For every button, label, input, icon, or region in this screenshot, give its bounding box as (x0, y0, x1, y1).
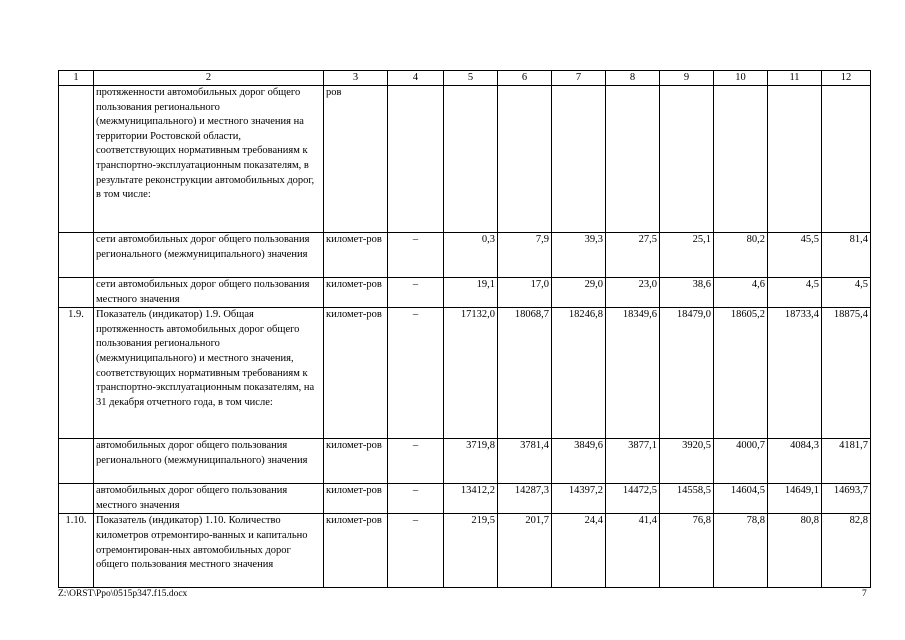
table-row (59, 514, 871, 588)
dash-cell: – (388, 308, 444, 439)
indicator-name: автомобильных дорог общего пользования местного значения (94, 484, 324, 514)
value-cell: 13412,2 (444, 484, 498, 514)
column-header: 12 (822, 71, 871, 86)
value-cell: 4,5 (768, 278, 822, 308)
value-cell: 80,2 (714, 233, 768, 278)
value-cell: 3719,8 (444, 439, 498, 484)
indicator-name: протяженности автомобильных дорог общего пользования регионального (межмуниципального) и местного значения на территории Ростовской области, соответствующих нормативным требованиям к транспортно-эксплуатационным показателям, в результате реконструкции автомобильных дорог, в том числе: (94, 86, 324, 233)
value-cell: 4181,7 (822, 439, 871, 484)
row-number (59, 233, 94, 278)
value-cell: 76,8 (660, 514, 714, 588)
value-cell (552, 86, 606, 233)
page-number: 7 (862, 589, 867, 599)
column-header: 9 (660, 71, 714, 86)
unit-cell: ров (324, 86, 388, 233)
value-cell: 78,8 (714, 514, 768, 588)
table-row (59, 233, 871, 278)
value-cell: 39,3 (552, 233, 606, 278)
column-header: 4 (388, 71, 444, 86)
dash-cell: – (388, 278, 444, 308)
dash-cell: – (388, 233, 444, 278)
column-header: 5 (444, 71, 498, 86)
value-cell (660, 86, 714, 233)
row-number (59, 484, 94, 514)
unit-cell: километ-ров (324, 484, 388, 514)
value-cell: 18875,4 (822, 308, 871, 439)
value-cell: 18068,7 (498, 308, 552, 439)
table-row (59, 484, 871, 514)
value-cell: 18733,4 (768, 308, 822, 439)
value-cell: 201,7 (498, 514, 552, 588)
column-header: 10 (714, 71, 768, 86)
value-cell: 17132,0 (444, 308, 498, 439)
value-cell: 4000,7 (714, 439, 768, 484)
value-cell (444, 86, 498, 233)
value-cell: 3781,4 (498, 439, 552, 484)
column-header: 1 (59, 71, 94, 86)
value-cell: 4084,3 (768, 439, 822, 484)
indicator-name: сети автомобильных дорог общего пользования регионального (межмуниципального) значения (94, 233, 324, 278)
indicator-name: Показатель (индикатор) 1.9. Общая протяженность автомобильных дорог общего пользования регионального (межмуниципального) и местного значения, соответствующих нормативным требованиям к транспортно-эксплуатационным показателям, на 31 декабря отчетного года, в том числе: (94, 308, 324, 439)
value-cell: 18246,8 (552, 308, 606, 439)
value-cell: 27,5 (606, 233, 660, 278)
unit-cell: километ-ров (324, 233, 388, 278)
value-cell: 7,9 (498, 233, 552, 278)
value-cell: 14558,5 (660, 484, 714, 514)
value-cell (822, 86, 871, 233)
dash-cell (388, 86, 444, 233)
value-cell: 18349,6 (606, 308, 660, 439)
row-number (59, 278, 94, 308)
unit-cell: километ-ров (324, 278, 388, 308)
dash-cell: – (388, 439, 444, 484)
row-number (59, 439, 94, 484)
value-cell: 23,0 (606, 278, 660, 308)
table-row (59, 439, 871, 484)
value-cell: 14287,3 (498, 484, 552, 514)
row-number: 1.9. (59, 308, 94, 439)
table-row (59, 86, 871, 233)
value-cell: 17,0 (498, 278, 552, 308)
value-cell: 18605,2 (714, 308, 768, 439)
value-cell: 19,1 (444, 278, 498, 308)
value-cell: 14472,5 (606, 484, 660, 514)
value-cell: 29,0 (552, 278, 606, 308)
value-cell: 18479,0 (660, 308, 714, 439)
value-cell: 80,8 (768, 514, 822, 588)
indicators-table (58, 70, 871, 588)
column-header: 3 (324, 71, 388, 86)
value-cell: 38,6 (660, 278, 714, 308)
value-cell (714, 86, 768, 233)
value-cell: 0,3 (444, 233, 498, 278)
value-cell: 4,6 (714, 278, 768, 308)
value-cell: 41,4 (606, 514, 660, 588)
value-cell: 14649,1 (768, 484, 822, 514)
table-row (59, 278, 871, 308)
row-number: 1.10. (59, 514, 94, 588)
value-cell: 3877,1 (606, 439, 660, 484)
value-cell: 219,5 (444, 514, 498, 588)
dash-cell: – (388, 514, 444, 588)
value-cell: 81,4 (822, 233, 871, 278)
indicator-name: Показатель (индикатор) 1.10. Количество километров отремонтиро-ванных и капитально отремонтирован-ных автомобильных дорог общего пользования местного значения (94, 514, 324, 588)
value-cell: 25,1 (660, 233, 714, 278)
unit-cell: километ-ров (324, 308, 388, 439)
indicator-name: автомобильных дорог общего пользования регионального (межмуниципального) значения (94, 439, 324, 484)
header-row (59, 71, 871, 86)
document-path: Z:\ORST\Ppo\0515p347.f15.docx (58, 589, 188, 599)
column-header: 6 (498, 71, 552, 86)
value-cell (768, 86, 822, 233)
table-row (59, 308, 871, 439)
value-cell: 14397,2 (552, 484, 606, 514)
value-cell (498, 86, 552, 233)
column-header: 7 (552, 71, 606, 86)
value-cell: 24,4 (552, 514, 606, 588)
value-cell: 45,5 (768, 233, 822, 278)
value-cell: 3920,5 (660, 439, 714, 484)
value-cell: 14693,7 (822, 484, 871, 514)
value-cell: 3849,6 (552, 439, 606, 484)
value-cell: 82,8 (822, 514, 871, 588)
value-cell: 14604,5 (714, 484, 768, 514)
dash-cell: – (388, 484, 444, 514)
value-cell: 4,5 (822, 278, 871, 308)
column-header: 2 (94, 71, 324, 86)
row-number (59, 86, 94, 233)
column-header: 11 (768, 71, 822, 86)
unit-cell: километ-ров (324, 514, 388, 588)
column-header: 8 (606, 71, 660, 86)
indicator-name: сети автомобильных дорог общего пользования местного значения (94, 278, 324, 308)
value-cell (606, 86, 660, 233)
unit-cell: километ-ров (324, 439, 388, 484)
